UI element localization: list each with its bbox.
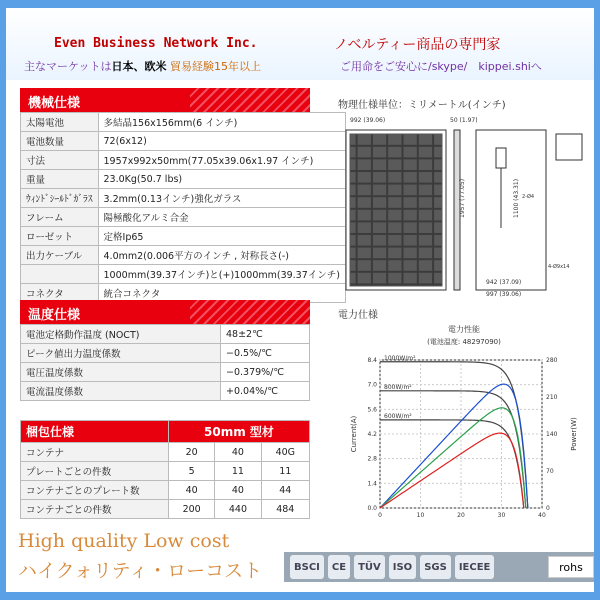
spec-value: 3.2mm(0.13インチ)強化ガラス <box>98 189 345 208</box>
x-tick-label: 10 <box>416 512 425 519</box>
dim-label: 4-Ø9x14 <box>548 264 570 270</box>
table-row <box>21 421 310 443</box>
x-tick-label: 0 <box>378 512 382 519</box>
spec-value: 11 <box>261 462 309 481</box>
spec-key: コネクタ <box>21 284 99 303</box>
y2-tick-label: 70 <box>546 468 554 475</box>
y-tick-label: 8.4 <box>367 357 377 364</box>
spec-value: 200 <box>169 500 215 519</box>
y-axis-label: Current(A) <box>350 415 358 453</box>
cert-logo: CE <box>328 555 350 579</box>
y-tick-label: 5.6 <box>367 406 377 414</box>
spec-key: 寸法 <box>21 151 99 170</box>
detail-box <box>556 134 582 160</box>
table-row <box>21 246 346 265</box>
iv-chart <box>346 320 590 520</box>
slogan: ノベルティー商品の専門家 <box>334 37 501 53</box>
spec-key: コンテナごとのプレート数 <box>21 481 169 500</box>
spec-key: 出力ケーブル <box>21 246 99 265</box>
temp-table <box>20 324 310 401</box>
series-label: 1000W/m² <box>384 354 416 362</box>
dim-label: 942 (37.09) <box>486 279 522 286</box>
temp-title-bar: 温度仕様 <box>20 300 310 324</box>
dim-label: 2-Ø4 <box>522 194 535 200</box>
y-tick-label: 7.0 <box>367 381 377 389</box>
spec-value: 統合コネクタ <box>98 284 345 303</box>
y2-tick-label: 210 <box>546 394 558 401</box>
dim-label: 1100 (43.31) <box>513 178 520 218</box>
spec-key: プレートごとの件数 <box>21 462 169 481</box>
cert-logo: SGS <box>420 555 451 579</box>
table-row <box>21 462 310 481</box>
spec-value: 40 <box>215 443 261 462</box>
y2-tick-label: 280 <box>546 357 558 364</box>
y2-tick-label: 0 <box>546 505 550 512</box>
spec-key: コンテナごとの件数 <box>21 500 169 519</box>
quality-en: High quality Low cost <box>18 530 230 552</box>
table-row <box>21 500 310 519</box>
spec-key: 太陽電池 <box>21 113 99 132</box>
spec-value: 1000mm(39.37インチ)と(+)1000mm(39.37インチ) <box>98 265 345 284</box>
x-tick-label: 20 <box>457 512 465 519</box>
spec-value: 48±2℃ <box>221 325 310 344</box>
spec-value: +0.04%/℃ <box>221 382 310 401</box>
pack-title: 梱包仕様 <box>21 421 169 443</box>
spec-value: 44 <box>261 481 309 500</box>
x-tick-label: 30 <box>497 512 506 519</box>
spec-key: 電池数量 <box>21 132 99 151</box>
y-tick-label: 2.8 <box>367 455 377 463</box>
pack-type: 50mm 型材 <box>169 421 310 443</box>
series-label: 800W/m² <box>384 383 412 391</box>
contact-line: ご用命をご安心に/skype/ kippei.shiへ <box>340 60 542 73</box>
series-label: 600W/m² <box>384 412 412 420</box>
cert-logo: TÜV <box>354 555 385 579</box>
spec-value: 5 <box>169 462 215 481</box>
spec-key: フレーム <box>21 208 99 227</box>
dim-label: 50 (1.97) <box>450 117 478 124</box>
market-line: 主なマーケットは日本、欧米 貿易経験15年以上 <box>24 60 261 73</box>
rohs-badge: rohs <box>548 556 594 578</box>
chart-title: 電力性能 <box>448 325 480 334</box>
y-tick-label: 0.0 <box>367 505 377 512</box>
table-row <box>21 132 346 151</box>
dim-label: 992 (39.06) <box>350 117 386 124</box>
pack-table <box>20 420 310 519</box>
dim-label: 997 (39.06) <box>486 291 522 298</box>
spec-value: −0.5%/℃ <box>221 344 310 363</box>
spec-value: 40 <box>215 481 261 500</box>
spec-key: コンテナ <box>21 443 169 462</box>
dimension-drawing <box>326 108 590 298</box>
junction-box <box>496 148 506 168</box>
table-row <box>21 265 346 284</box>
mech-title-bar: 機械仕様 <box>20 88 310 112</box>
dim-label: 1957 (77.05) <box>459 178 466 218</box>
spec-value: 40G <box>261 443 309 462</box>
mech-table <box>20 112 346 303</box>
spec-value: 23.0Kg(50.7 lbs) <box>98 170 345 189</box>
table-row <box>21 382 310 401</box>
table-row <box>21 170 346 189</box>
spec-key: 電池定格動作温度 (NOCT) <box>21 325 221 344</box>
table-row <box>21 113 346 132</box>
spec-key: ローゼット <box>21 227 99 246</box>
cert-logo: BSCI <box>290 555 324 579</box>
y-tick-label: 1.4 <box>367 480 377 488</box>
table-row <box>21 208 346 227</box>
quality-jp: ハイクォリティ・ローコスト <box>18 560 263 582</box>
cert-logo: IECEE <box>455 555 495 579</box>
table-row <box>21 363 310 382</box>
company-name: Even Business Network Inc. <box>54 36 258 51</box>
spec-value: 定格Ip65 <box>98 227 345 246</box>
spec-value: 多結晶156x156mm(6 インチ) <box>98 113 345 132</box>
spec-value: 484 <box>261 500 309 519</box>
spec-key <box>21 265 99 284</box>
spec-value: 72(6x12) <box>98 132 345 151</box>
spec-value: 11 <box>215 462 261 481</box>
table-row <box>21 443 310 462</box>
table-row <box>21 189 346 208</box>
spec-value: 20 <box>169 443 215 462</box>
table-row <box>21 481 310 500</box>
table-row <box>21 227 346 246</box>
cert-logo: ISO <box>389 555 416 579</box>
y-tick-label: 4.2 <box>367 431 377 438</box>
spec-value: −0.379%/℃ <box>221 363 310 382</box>
spec-key: 電流温度係数 <box>21 382 221 401</box>
y2-tick-label: 140 <box>546 431 558 438</box>
chart-subtitle: (電池温度: 48297090) <box>427 338 501 346</box>
panel-cells <box>350 134 442 286</box>
electrical-title: 電力仕様 <box>338 310 378 321</box>
spec-key: ｳｨﾝﾄﾞｼｰﾙﾄﾞｶﾞﾗｽ <box>21 189 99 208</box>
spec-key: 重量 <box>21 170 99 189</box>
spec-value: 4.0mm2(0.006平方のインチ , 対称長さ(-) <box>98 246 345 265</box>
dimension-title: 物理仕様単位：ミリメートル(インチ) <box>338 100 506 111</box>
panel-back <box>476 130 546 290</box>
y2-axis-label: Power(W) <box>570 417 578 451</box>
table-row <box>21 325 310 344</box>
spec-value: 440 <box>215 500 261 519</box>
spec-value: 1957x992x50mm(77.05x39.06x1.97 インチ) <box>98 151 345 170</box>
spec-value: 40 <box>169 481 215 500</box>
table-row <box>21 344 310 363</box>
x-tick-label: 40 <box>538 512 546 519</box>
spec-value: 陽極酸化アルミ合金 <box>98 208 345 227</box>
spec-key: ピーク値出力温度係数 <box>21 344 221 363</box>
spec-key: 電圧温度係数 <box>21 363 221 382</box>
table-row <box>21 151 346 170</box>
